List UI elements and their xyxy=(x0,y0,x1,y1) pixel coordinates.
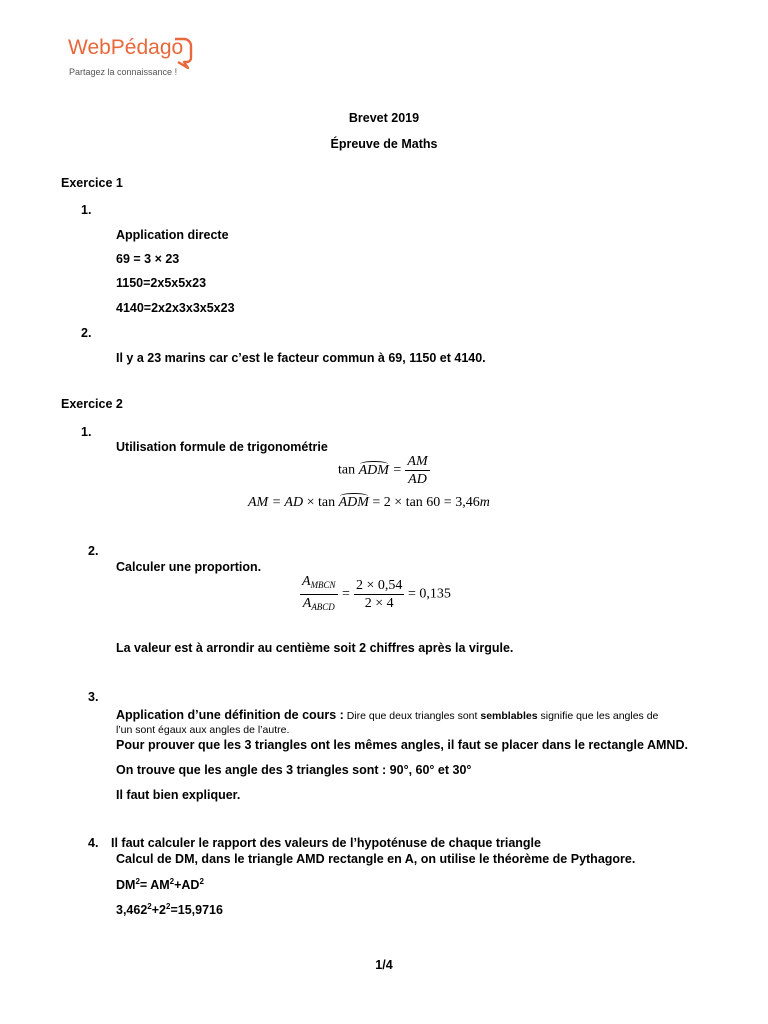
ex2-q2-number: 2. xyxy=(88,544,99,558)
exercise-1-heading: Exercice 1 xyxy=(61,176,123,190)
ex2-q2-text: Calculer une proportion. xyxy=(116,560,262,574)
equation-proportion: $\frac{A_{MBCN}}{A_{ABCD}}$ = $\frac{2 \times 0,54}{2 \times 4}$ = 0,135 xyxy=(302,574,451,612)
ex2-q1-text: Utilisation formule de trigonométrie xyxy=(116,440,328,454)
doc-title: Brevet 2019 xyxy=(348,111,420,125)
ex2-q4-line: Calcul de DM, dans le triangle AMD rectangle en A, on utilise le théorème de Pythagore. xyxy=(116,852,636,866)
ex1-q1-line: Application directe xyxy=(116,228,229,242)
exercise-2-heading: Exercice 2 xyxy=(61,397,123,411)
equation-tan: tan ADM = $\frac{AM}{AD}$ xyxy=(338,454,428,487)
ex2-q3-line: On trouve que les angle des 3 triangles sont : 90°, 60° et 30° xyxy=(116,763,472,777)
ex2-q3-line: Pour prouver que les 3 triangles ont les mêmes angles, il faut se placer dans le rectangle AMND. xyxy=(116,738,688,752)
logo-tagline: Partagez la connaissance ! xyxy=(69,67,178,77)
ex1-q2-answer: Il y a 23 marins car c’est le facteur commun à 69, 1150 et 4140. xyxy=(116,351,486,365)
ex2-q4-line: Il faut calculer le rapport des valeurs de l’hypoténuse de chaque triangle xyxy=(111,836,541,850)
logo-brand: WebPédago xyxy=(68,36,184,59)
logo xyxy=(68,36,188,80)
ex2-q3-definition: Application d’une définition de cours : Dire que deux triangles sont semblables signifie que les angles de xyxy=(116,708,659,722)
ex1-q1-line: 4140=2x2x3x3x5x23 xyxy=(116,301,235,315)
ex2-q4-equation: $DM^2= AM^2+AD^2$ xyxy=(116,877,204,893)
doc-subtitle: Épreuve de Maths xyxy=(330,137,438,151)
ex2-q3-line: Il faut bien expliquer. xyxy=(116,788,241,802)
ex2-q1-number: 1. xyxy=(81,425,92,439)
ex2-q2-note: La valeur est à arrondir au centième soit 2 chiffres après la virgule. xyxy=(116,641,514,655)
equation-am: AM = AD × tan ADM = 2 × tan 60 = 3,46m xyxy=(248,495,490,510)
ex2-q4-number: 4. xyxy=(88,836,99,850)
speech-bubble-icon xyxy=(172,36,194,70)
ex1-q1-number: 1. xyxy=(81,203,92,217)
page-number: 1/4 xyxy=(375,958,393,972)
ex2-q4-equation: $3,462^2+2^2=15,9716$ xyxy=(116,902,223,918)
ex2-q3-number: 3. xyxy=(88,690,99,704)
ex1-q1-line: 1150=2x5x5x23 xyxy=(116,276,207,290)
ex2-q3-definition-cont: l’un sont égaux aux angles de l’autre. xyxy=(116,724,290,736)
ex1-q1-line: 69 = 3 × 23 xyxy=(116,252,180,266)
ex1-q2-number: 2. xyxy=(81,326,92,340)
